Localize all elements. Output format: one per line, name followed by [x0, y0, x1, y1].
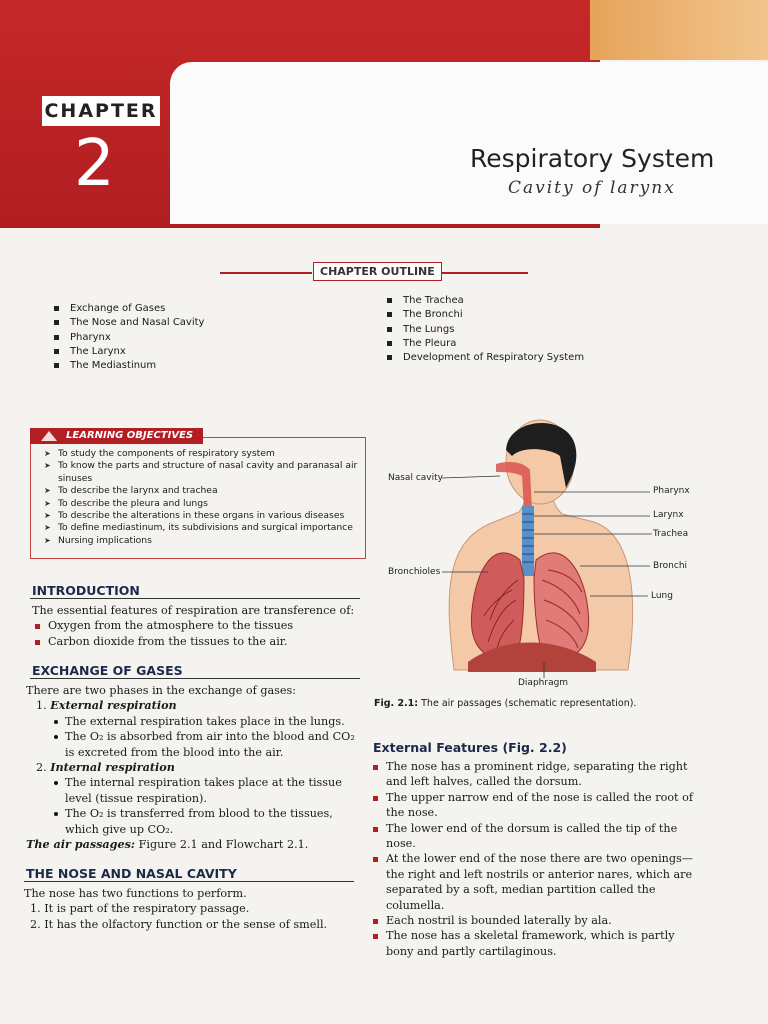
exchange-heading: EXCHANGE OF GASES: [32, 663, 183, 678]
objectives-icon: [40, 430, 58, 442]
chapter-outline-tag: CHAPTER OUTLINE: [313, 262, 442, 281]
outline-rule-right: [436, 272, 528, 274]
objective-item: ➤ To describe the larynx and trachea: [40, 485, 360, 497]
introduction-list: [32, 618, 362, 649]
outline-item: The Pleura: [385, 337, 584, 351]
list-item: At the lower end of the nose there are two openings—the right and left nostrils or anterior nares, which are separated by a soft, median partition called the columella.: [370, 851, 698, 913]
label-bronchioles: Bronchioles: [388, 567, 441, 577]
nose-item: 2. It has the olfactory function or the sense of smell.: [30, 917, 328, 931]
chapter-label: CHAPTER: [42, 96, 160, 126]
outline-list-right: [385, 294, 584, 365]
objective-item: ➤ To know the parts and structure of nasal cavity and paranasal air sinuses: [40, 460, 360, 485]
introduction-lead: The essential features of respiration are transference of:: [32, 604, 355, 617]
nose-heading: THE NOSE AND NASAL CAVITY: [26, 866, 237, 881]
learning-objectives-tag: LEARNING OBJECTIVES: [30, 428, 203, 444]
caption-number: Fig. 2.1:: [374, 698, 419, 709]
heading-rule: [30, 598, 360, 599]
label-nasal-cavity: Nasal cavity: [388, 473, 443, 483]
outline-item: The Bronchi: [385, 308, 584, 322]
nose-lead: The nose has two functions to perform.: [24, 887, 247, 900]
list-item: The O₂ is absorbed from air into the blood and CO₂ is excreted from the blood into the air.: [48, 729, 362, 760]
outline-list-left: [52, 302, 204, 373]
label-trachea: Trachea: [653, 529, 689, 539]
external-features-heading: External Features (Fig. 2.2): [373, 740, 567, 755]
phase-2-title: Internal respiration: [50, 760, 175, 775]
outline-item: The Mediastinum: [52, 359, 204, 373]
list-item: Each nostril is bounded laterally by ala.: [370, 913, 698, 928]
phase-1-title: External respiration: [50, 698, 177, 713]
figure-caption: [374, 698, 636, 709]
exchange-lead: There are two phases in the exchange of gases:: [26, 684, 297, 697]
list-item: The upper narrow end of the nose is called the root of the nose.: [370, 790, 698, 821]
list-item: The nose has a skeletal framework, which is partly bony and partly cartilaginous.: [370, 928, 698, 959]
header-corner-band: [590, 0, 768, 60]
external-features-list: [370, 759, 698, 959]
phase-1-list: [36, 714, 362, 760]
phase-1-number: 1.: [36, 699, 47, 713]
list-item: The O₂ is transferred from blood to the tissues, which give up CO₂.: [48, 806, 362, 837]
learning-objectives-list: [40, 448, 360, 547]
list-item: Oxygen from the atmosphere to the tissues: [32, 618, 362, 633]
list-item: Carbon dioxide from the tissues to the air.: [32, 634, 362, 649]
phase-2: [26, 760, 362, 837]
outline-item: Development of Respiratory System: [385, 351, 584, 365]
objective-item: ➤ To study the components of respiratory system: [40, 448, 360, 460]
exchange-body: [26, 683, 362, 852]
objective-item: ➤ To describe the pleura and lungs: [40, 498, 360, 510]
label-pharynx: Pharynx: [653, 486, 690, 496]
objective-item: ➤ To define mediastinum, its subdivisions and surgical importance: [40, 522, 360, 534]
list-item: The lower end of the dorsum is called the tip of the nose.: [370, 821, 698, 852]
outline-item: The Nose and Nasal Cavity: [52, 316, 204, 330]
outline-item: Pharynx: [52, 331, 204, 345]
page-title: Respiratory System: [470, 144, 715, 173]
air-passages-text: Figure 2.1 and Flowchart 2.1.: [138, 838, 309, 852]
external-features-body: [370, 759, 698, 959]
list-item: The external respiration takes place in the lungs.: [48, 714, 362, 729]
handwritten-note: Cavity of larynx: [508, 178, 676, 198]
heading-rule: [30, 678, 360, 679]
title-card: [170, 62, 768, 224]
introduction-heading: INTRODUCTION: [32, 583, 140, 598]
introduction-body: [32, 603, 362, 649]
label-diaphragm: Diaphragm: [518, 678, 569, 688]
label-lung: Lung: [651, 591, 673, 601]
outline-rule-left: [220, 272, 312, 274]
outline-item: The Lungs: [385, 323, 584, 337]
label-larynx: Larynx: [653, 510, 684, 520]
air-passages-line: [26, 837, 362, 852]
outline-item: The Trachea: [385, 294, 584, 308]
air-passages-label: The air passages:: [26, 837, 136, 852]
chapter-number: 2: [74, 127, 115, 201]
nose-body: [24, 886, 360, 932]
label-bronchi: Bronchi: [653, 561, 688, 571]
objective-item: ➤ Nursing implications: [40, 535, 360, 547]
caption-text: The air passages (schematic representation).: [421, 698, 637, 709]
list-item: The nose has a prominent ridge, separating the right and left halves, called the dorsum.: [370, 759, 698, 790]
phase-2-number: 2.: [36, 761, 47, 775]
heading-rule: [24, 881, 354, 882]
phase-1: [26, 698, 362, 760]
outline-item: Exchange of Gases: [52, 302, 204, 316]
nose-item: 1. It is part of the respiratory passage.: [30, 902, 250, 916]
outline-item: The Larynx: [52, 345, 204, 359]
objective-item: ➤ To describe the alterations in these organs in various diseases: [40, 510, 360, 522]
respiratory-figure: [384, 410, 704, 692]
phase-2-list: [36, 775, 362, 837]
list-item: The internal respiration takes place at the tissue level (tissue respiration).: [48, 775, 362, 806]
